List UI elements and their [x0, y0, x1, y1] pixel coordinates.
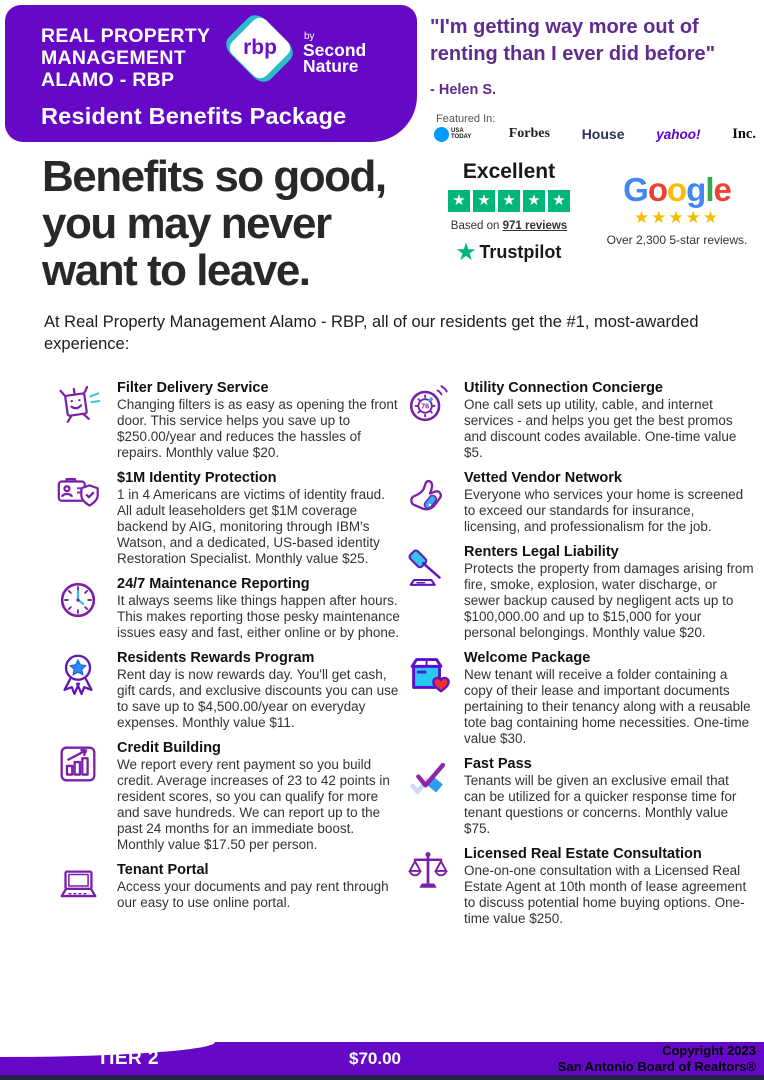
benefit-title: Residents Rewards Program — [117, 650, 315, 666]
benefit-title: Licensed Real Estate Consultation — [464, 846, 702, 862]
trustpilot-logo — [428, 242, 590, 263]
company-line: MANAGEMENT — [41, 47, 186, 69]
trustpilot-wordmark: Trustpilot — [479, 242, 562, 262]
thumbs-up-icon — [404, 470, 452, 518]
trustpilot-rating-label: Excellent — [462, 160, 556, 183]
company-line: ALAMO - RBP — [41, 69, 175, 91]
brand-line: Second — [303, 40, 367, 60]
benefit-description: 1 in 4 Americans are victims of identity fraud. All adult leaseholders get $1M coverage backend by AIG, monitoring through IBM's Watson, and a dedicated, US-based identity Restoration Specialist. Monthly value $25. — [117, 487, 385, 566]
benefits-column-left — [40, 380, 400, 920]
trustpilot-stars — [428, 190, 590, 212]
featured-in-label: Featured In: — [436, 113, 496, 125]
benefit-welcome-package — [400, 650, 754, 747]
testimonial-author: - Helen S. — [430, 82, 497, 98]
headline-line: Benefits so good, — [42, 152, 386, 201]
identity-protection-icon — [54, 470, 102, 518]
headline-line: you may never — [42, 199, 331, 248]
usa-today-logo — [434, 127, 477, 142]
google-letter: l — [705, 171, 714, 208]
intro-paragraph: At Real Property Management Alamo - RBP, all of our residents get the #1, most-awarded experience: — [44, 313, 699, 353]
benefit-title: Welcome Package — [464, 650, 591, 666]
rbp-logo — [227, 15, 293, 81]
tier-label: TIER 2 — [97, 1048, 160, 1069]
google-letter: g — [686, 171, 706, 208]
yahoo-logo: yahoo! — [656, 126, 701, 142]
laptop-icon — [54, 862, 102, 910]
benefit-description: Rent day is now rewards day. You'll get cash, gift cards, and exclusive discounts you can use to save up to $4,500.00/year on everyday expenses. Monthly value $11. — [117, 667, 399, 730]
google-letter: o — [666, 171, 687, 208]
benefit-description: One call sets up utility, cable, and internet services - and helps you get the best promos and discount codes available. One-time value $5. — [464, 397, 737, 460]
benefit-description: Protects the property from damages arising from fire, smoke, explosion, water discharge, or sewer backup caused by negligent acts up to $100,000.00 and up to $15,000 for your personal belongings. Monthly value $20. — [464, 561, 754, 640]
star-icon: ★ — [473, 190, 495, 212]
benefits-column-right — [400, 380, 754, 936]
benefit-description: Changing filters is as easy as opening the front door. This service helps you save up to $250.00/year and reduces the hassles of repairs. Monthly value $20. — [117, 397, 398, 460]
benefit-description: New tenant will receive a folder containing a copy of their lease and important documents pertaining to their tenancy along with a reusable tote bag containing home necessities. One-time value $30. — [464, 667, 751, 746]
inc-logo: Inc. — [732, 125, 756, 142]
google-review-block — [592, 172, 762, 247]
benefit-description: Access your documents and pay rent through our easy to use online portal. — [117, 879, 389, 910]
benefit-rewards-program — [40, 650, 400, 731]
header-card — [5, 5, 417, 142]
usa-today-circle-icon — [434, 127, 449, 142]
based-on-prefix: Based on — [450, 220, 503, 232]
review-count: 971 reviews — [502, 220, 568, 232]
trustpilot-based-on — [428, 220, 590, 232]
trustpilot-star-icon: ★ — [456, 241, 476, 264]
house-logo: House — [581, 126, 625, 142]
double-check-icon — [404, 756, 452, 804]
benefit-title: Credit Building — [117, 740, 221, 756]
forbes-logo: Forbes — [508, 126, 550, 141]
star-icon: ★ — [448, 190, 470, 212]
copyright-line: San Antonio Board of Realtors® — [557, 1058, 756, 1074]
copyright-line: Copyright 2023 — [662, 1043, 756, 1058]
google-letter: G — [623, 171, 648, 208]
benefit-title: Tenant Portal — [117, 862, 209, 878]
google-logo — [592, 172, 762, 208]
headline-line: want to leave. — [42, 246, 310, 295]
benefit-description: We report every rent payment so you build credit. Average increases of 23 to 42 points in resident scores, so you can qualify for more and save hundreds. We can report up to the past 24 months for an immediate boost. Monthly value $17.50 per person. — [117, 757, 390, 852]
headline — [42, 153, 386, 294]
usa-today-text: USA TODAY — [451, 128, 472, 140]
scales-icon — [404, 846, 452, 894]
gavel-icon — [404, 544, 452, 592]
benefit-title: Renters Legal Liability — [464, 544, 619, 560]
rewards-medal-icon — [54, 650, 102, 698]
benefit-identity-protection — [40, 470, 400, 567]
google-letter: e — [713, 171, 731, 208]
benefit-title: Vetted Vendor Network — [464, 470, 622, 486]
benefit-title: Fast Pass — [464, 756, 532, 772]
benefit-maintenance-reporting — [40, 576, 400, 641]
filter-delivery-icon — [54, 380, 102, 428]
star-icon: ★ — [498, 190, 520, 212]
package-subtitle: Resident Benefits Package — [41, 103, 347, 129]
second-nature-brand — [303, 31, 366, 74]
company-line: REAL PROPERTY — [41, 25, 211, 47]
benefit-title: $1M Identity Protection — [117, 470, 277, 486]
benefit-description: Everyone who services your home is screened to exceed our standards for insurance, licensing, and professionalism for the job. — [464, 487, 744, 534]
credit-chart-icon — [54, 740, 102, 788]
clock-icon — [54, 576, 102, 624]
footer-bar — [0, 1042, 764, 1075]
benefit-vendor-network — [400, 470, 754, 535]
benefit-real-estate-consultation — [400, 846, 754, 927]
benefit-title: 24/7 Maintenance Reporting — [117, 576, 310, 592]
benefit-filter-delivery — [40, 380, 400, 461]
benefit-description: It always seems like things happen after hours. This makes reporting those pesky maintenance issues easy and fast, either online or by phone. — [117, 593, 400, 640]
brand-line: Nature — [303, 56, 359, 76]
brand-by-label: by — [304, 31, 315, 42]
star-icon: ★ — [548, 190, 570, 212]
benefit-credit-building — [40, 740, 400, 853]
company-name — [41, 25, 210, 91]
testimonial-quote: "I'm getting way more out of renting than I ever did before" — [430, 16, 716, 65]
benefit-legal-liability — [400, 544, 754, 641]
benefit-tenant-portal — [40, 862, 400, 911]
google-stars: ★★★★★ — [633, 208, 721, 227]
copyright-notice — [558, 1043, 756, 1074]
utility-dial-icon — [404, 380, 452, 428]
gift-box-heart-icon — [404, 650, 452, 698]
price-label: $70.00 — [349, 1049, 401, 1068]
benefits-grid — [40, 380, 754, 936]
benefit-fast-pass — [400, 756, 754, 837]
benefit-title: Filter Delivery Service — [117, 380, 269, 396]
trustpilot-review-block — [428, 160, 590, 263]
star-icon: ★ — [523, 190, 545, 212]
benefit-title: Utility Connection Concierge — [464, 380, 663, 396]
google-review-caption: Over 2,300 5-star reviews. — [606, 233, 748, 247]
featured-logos — [434, 125, 756, 143]
benefit-description: One-on-one consultation with a Licensed Real Estate Agent at 10th month of lease agreement to discuss potential home buying options. One-time value $250. — [464, 863, 747, 926]
benefit-description: Tenants will be given an exclusive email that can be utilized for a quicker response time for tenant questions or concerns. Monthly value $75. — [464, 773, 737, 836]
benefit-utility-concierge — [400, 380, 754, 461]
google-letter: o — [647, 171, 667, 208]
svg-text:76: 76 — [421, 401, 430, 411]
footer-bottom-strip — [0, 1075, 764, 1080]
rbp-logo-text: rbp — [243, 36, 277, 59]
